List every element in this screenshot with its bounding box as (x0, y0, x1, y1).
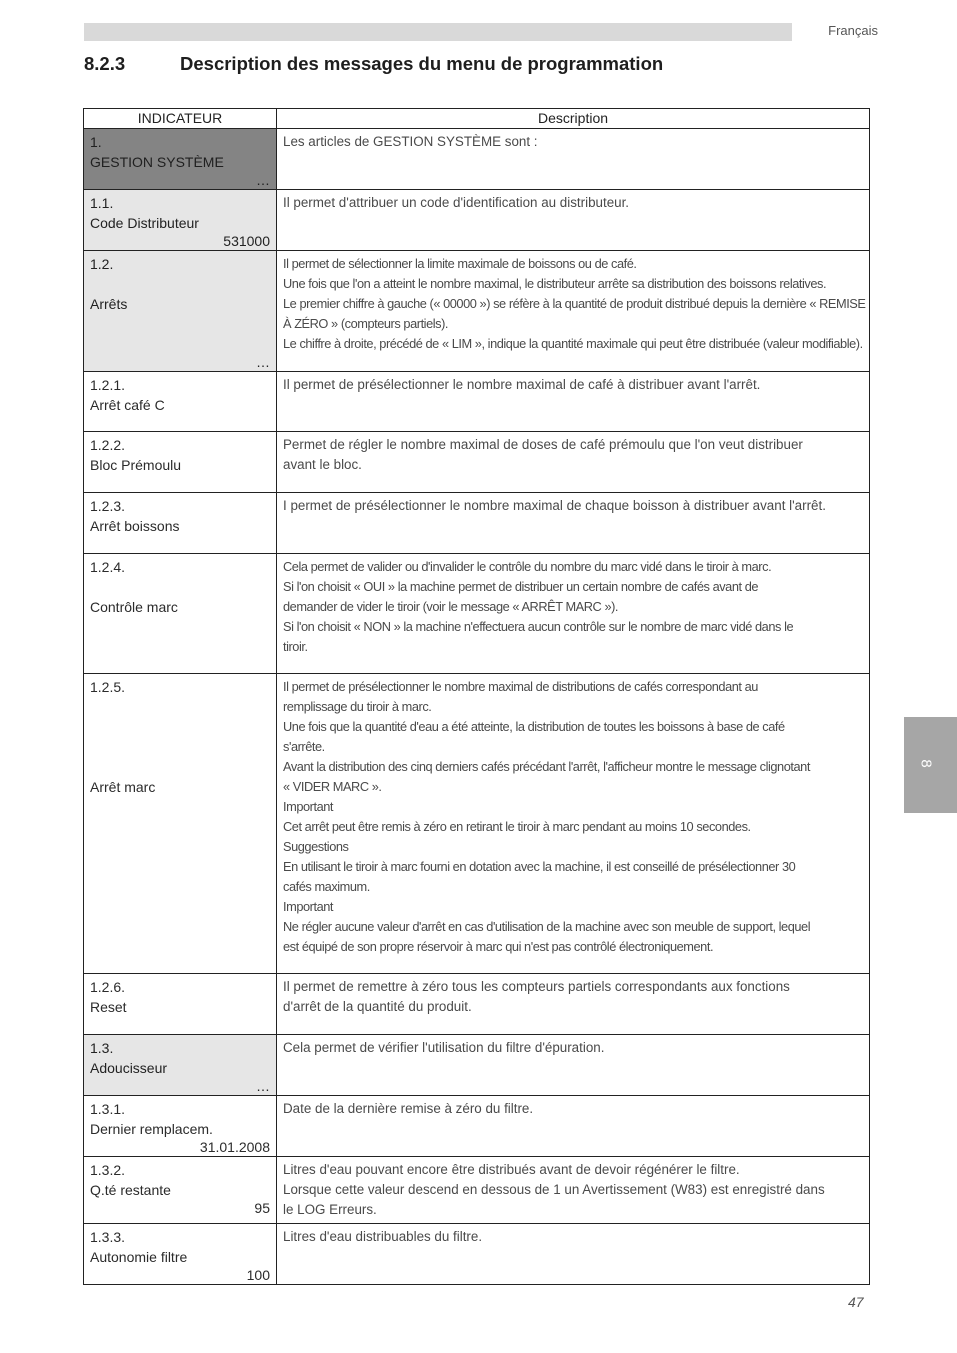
indicator-cell (84, 1157, 277, 1224)
indicator-block (84, 190, 276, 250)
menu-item-value: 531000 (223, 233, 270, 249)
description-line: cafés maximum. (283, 879, 370, 894)
description-line: Il permet de remettre à zéro tous les compteurs partiels correspondants aux fonctions (283, 979, 790, 994)
menu-index: 1.2.6. (90, 979, 126, 995)
indicator-cell (84, 493, 277, 554)
section-title: Description des messages du menu de programmation (180, 53, 664, 74)
indicator-cell (84, 251, 277, 372)
menu-item-value: 31.01.2008 (199, 1139, 270, 1155)
description-text (277, 190, 869, 216)
menu-item-value: 100 (246, 1267, 270, 1283)
table-row (84, 1157, 870, 1224)
menu-item-name: Arrêt marc (90, 779, 156, 795)
description-line: À ZÉRO » (compteurs partiels). (283, 316, 448, 331)
description-text (277, 554, 869, 660)
table-row (84, 493, 870, 554)
indicator-block (84, 1096, 276, 1156)
chapter-tab-label: 8 (917, 759, 935, 768)
menu-item-name: Autonomie filtre (90, 1249, 188, 1265)
indicator-cell (84, 129, 277, 190)
indicator-block (84, 554, 276, 673)
menu-item-value: 95 (254, 1200, 270, 1216)
description-cell (277, 372, 870, 432)
description-line: Cela permet de vérifier l'utilisation du filtre d'épuration. (283, 1040, 605, 1055)
description-text (277, 1035, 869, 1061)
menu-item-name: Adoucisseur (90, 1060, 168, 1076)
menu-item-value: … (256, 1078, 270, 1094)
description-line: Important (283, 799, 334, 814)
description-line: Il permet de présélectionner le nombre maximal de distributions de cafés correspondant au (283, 679, 758, 694)
description-line: Une fois que la quantité d'eau a été atteinte, la distribution de toutes les boissons à base de café (283, 719, 785, 734)
description-line: Cet arrêt peut être remis à zéro en retirant le tiroir à marc pendant au moins 10 secondes. (283, 819, 751, 834)
menu-item-name: Q.té restante (90, 1182, 171, 1198)
description-line: demander de vider le tiroir (voir le message « ARRÊT MARC »). (283, 599, 619, 614)
description-line: Litres d'eau distribuables du filtre. (283, 1229, 483, 1244)
menu-item-name: Contrôle marc (90, 599, 178, 615)
table-header-row (84, 109, 870, 129)
menu-item-name: Reset (90, 999, 127, 1015)
menu-index: 1.3.2. (90, 1162, 126, 1178)
menu-index: 1.2.1. (90, 377, 126, 393)
header-bar (84, 23, 792, 41)
indicator-block (84, 372, 276, 431)
messages-table (83, 108, 870, 1285)
description-line: Date de la dernière remise à zéro du filtre. (283, 1101, 534, 1116)
page-number: 47 (848, 1294, 864, 1310)
description-line: le LOG Erreurs. (283, 1202, 377, 1217)
table-row (84, 674, 870, 974)
description-cell (277, 190, 870, 251)
indicator-block (84, 1224, 276, 1284)
indicator-block (84, 1157, 276, 1217)
description-line: avant le bloc. (283, 457, 362, 472)
description-line: Suggestions (283, 839, 349, 854)
indicator-block (84, 974, 276, 1034)
menu-item-name: Dernier remplacem. (90, 1121, 213, 1137)
chapter-tab (904, 717, 957, 813)
description-line: En utilisant le tiroir à marc fourni en dotation avec la machine, il est conseillé de présélectionner 30 (283, 859, 796, 874)
indicator-cell (84, 674, 277, 974)
language-label: Français (828, 23, 878, 38)
menu-item-value: … (256, 354, 270, 370)
menu-index: 1.1. (90, 195, 114, 211)
menu-item-name: Arrêts (90, 296, 128, 312)
description-text (277, 674, 869, 960)
description-line: tiroir. (283, 639, 308, 654)
description-text (277, 129, 869, 155)
indicator-cell (84, 432, 277, 493)
description-cell (277, 251, 870, 372)
description-cell (277, 1224, 870, 1285)
description-line: Le premier chiffre à gauche (« 00000 ») se réfère à la quantité de produit distribué depuis la dernière « REMISE (283, 296, 866, 311)
description-line: Lorsque cette valeur descend en dessous de 1 un Avertissement (W83) est enregistré dans (283, 1182, 825, 1197)
description-cell (277, 1035, 870, 1096)
menu-item-name: Arrêt boissons (90, 518, 180, 534)
indicator-block (84, 674, 276, 973)
table-row (84, 1224, 870, 1285)
description-line: Il permet de sélectionner la limite maximale de boissons ou de café. (283, 256, 637, 271)
description-line: Important (283, 899, 334, 914)
description-line: remplissage du tiroir à marc. (283, 699, 432, 714)
description-line: Si l'on choisit « OUI » la machine permet de distribuer un certain nombre de cafés avant de (283, 579, 759, 594)
menu-index: 1.3. (90, 1040, 114, 1056)
description-cell (277, 493, 870, 554)
description-text (277, 1096, 869, 1122)
description-text (277, 372, 869, 398)
table-row (84, 190, 870, 251)
description-text (277, 974, 869, 1020)
description-line: Il permet d'attribuer un code d'identification au distributeur. (283, 195, 630, 210)
menu-item-value: … (256, 172, 270, 188)
description-line: Avant la distribution des cinq derniers cafés précédant l'arrêt, l'afficheur montre le message clignotant (283, 759, 810, 774)
description-cell (277, 554, 870, 674)
indicator-cell (84, 372, 277, 432)
menu-index: 1.3.3. (90, 1229, 126, 1245)
description-line: d'arrêt de la quantité du produit. (283, 999, 472, 1014)
menu-index: 1.3.1. (90, 1101, 126, 1117)
menu-item-name: GESTION SYSTÈME (90, 154, 224, 170)
indicator-cell (84, 974, 277, 1035)
menu-index: 1. (90, 134, 102, 150)
menu-index: 1.2.3. (90, 498, 126, 514)
section-number: 8.2.3 (84, 53, 126, 74)
indicator-cell (84, 1096, 277, 1157)
description-cell (277, 974, 870, 1035)
description-line: Ne régler aucune valeur d'arrêt en cas d'utilisation de la machine avec son meuble de support, lequel (283, 919, 811, 934)
table-row (84, 974, 870, 1035)
menu-index: 1.2. (90, 256, 114, 272)
indicator-cell (84, 190, 277, 251)
table-row (84, 129, 870, 190)
description-cell (277, 1096, 870, 1157)
table-row (84, 251, 870, 372)
description-line: est équipé de son propre réservoir à marc qui n'est pas contrôlé électroniquement. (283, 939, 714, 954)
table-row (84, 554, 870, 674)
indicator-cell (84, 1035, 277, 1096)
description-text (277, 1157, 869, 1223)
table-row (84, 1096, 870, 1157)
menu-index: 1.2.2. (90, 437, 126, 453)
section-heading (84, 53, 663, 75)
description-text (277, 493, 869, 519)
table-row (84, 1035, 870, 1096)
indicator-block (84, 493, 276, 553)
menu-index: 1.2.5. (90, 679, 126, 695)
description-line: Le chiffre à droite, précédé de « LIM », indique la quantité maximale qui peut être distribuée (valeur modifiable). (283, 336, 863, 351)
indicator-cell (84, 1224, 277, 1285)
description-column-header: Description (277, 109, 870, 129)
description-line: Si l'on choisit « NON » la machine n'effectuera aucun contrôle sur le nombre de marc vidé dans le (283, 619, 794, 634)
description-line: s'arrête. (283, 739, 325, 754)
menu-item-name: Arrêt café C (90, 397, 165, 413)
description-line: Une fois que l'on a atteint le nombre maximal, le distributeur arrête sa distribution des boissons relatives. (283, 276, 827, 291)
menu-item-name: Bloc Prémoulu (90, 457, 182, 473)
indicator-block (84, 251, 276, 371)
menu-item-name: Code Distributeur (90, 215, 199, 231)
description-text (277, 432, 869, 478)
description-line: Les articles de GESTION SYSTÈME sont : (283, 134, 538, 149)
menu-index: 1.2.4. (90, 559, 126, 575)
description-line: Permet de régler le nombre maximal de doses de café prémoulu que l'on veut distribuer (283, 437, 803, 452)
description-line: I permet de présélectionner le nombre maximal de chaque boisson à distribuer avant l'arrêt. (283, 498, 826, 513)
indicator-block (84, 1035, 276, 1095)
description-cell (277, 674, 870, 974)
description-cell (277, 432, 870, 493)
description-cell (277, 129, 870, 190)
indicator-cell (84, 554, 277, 674)
indicator-block (84, 432, 276, 492)
indicator-block (84, 129, 276, 189)
description-text (277, 1224, 869, 1250)
description-cell (277, 1157, 870, 1224)
indicator-column-header: INDICATEUR (84, 109, 277, 129)
description-text (277, 251, 869, 357)
description-line: Litres d'eau pouvant encore être distribués avant de devoir régénérer le filtre. (283, 1162, 740, 1177)
description-line: « VIDER MARC ». (283, 779, 382, 794)
description-line: Il permet de présélectionner le nombre maximal de café à distribuer avant l'arrêt. (283, 377, 761, 392)
table-row (84, 372, 870, 432)
table-row (84, 432, 870, 493)
description-line: Cela permet de valider ou d'invalider le contrôle du nombre du marc vidé dans le tiroir à marc. (283, 559, 772, 574)
